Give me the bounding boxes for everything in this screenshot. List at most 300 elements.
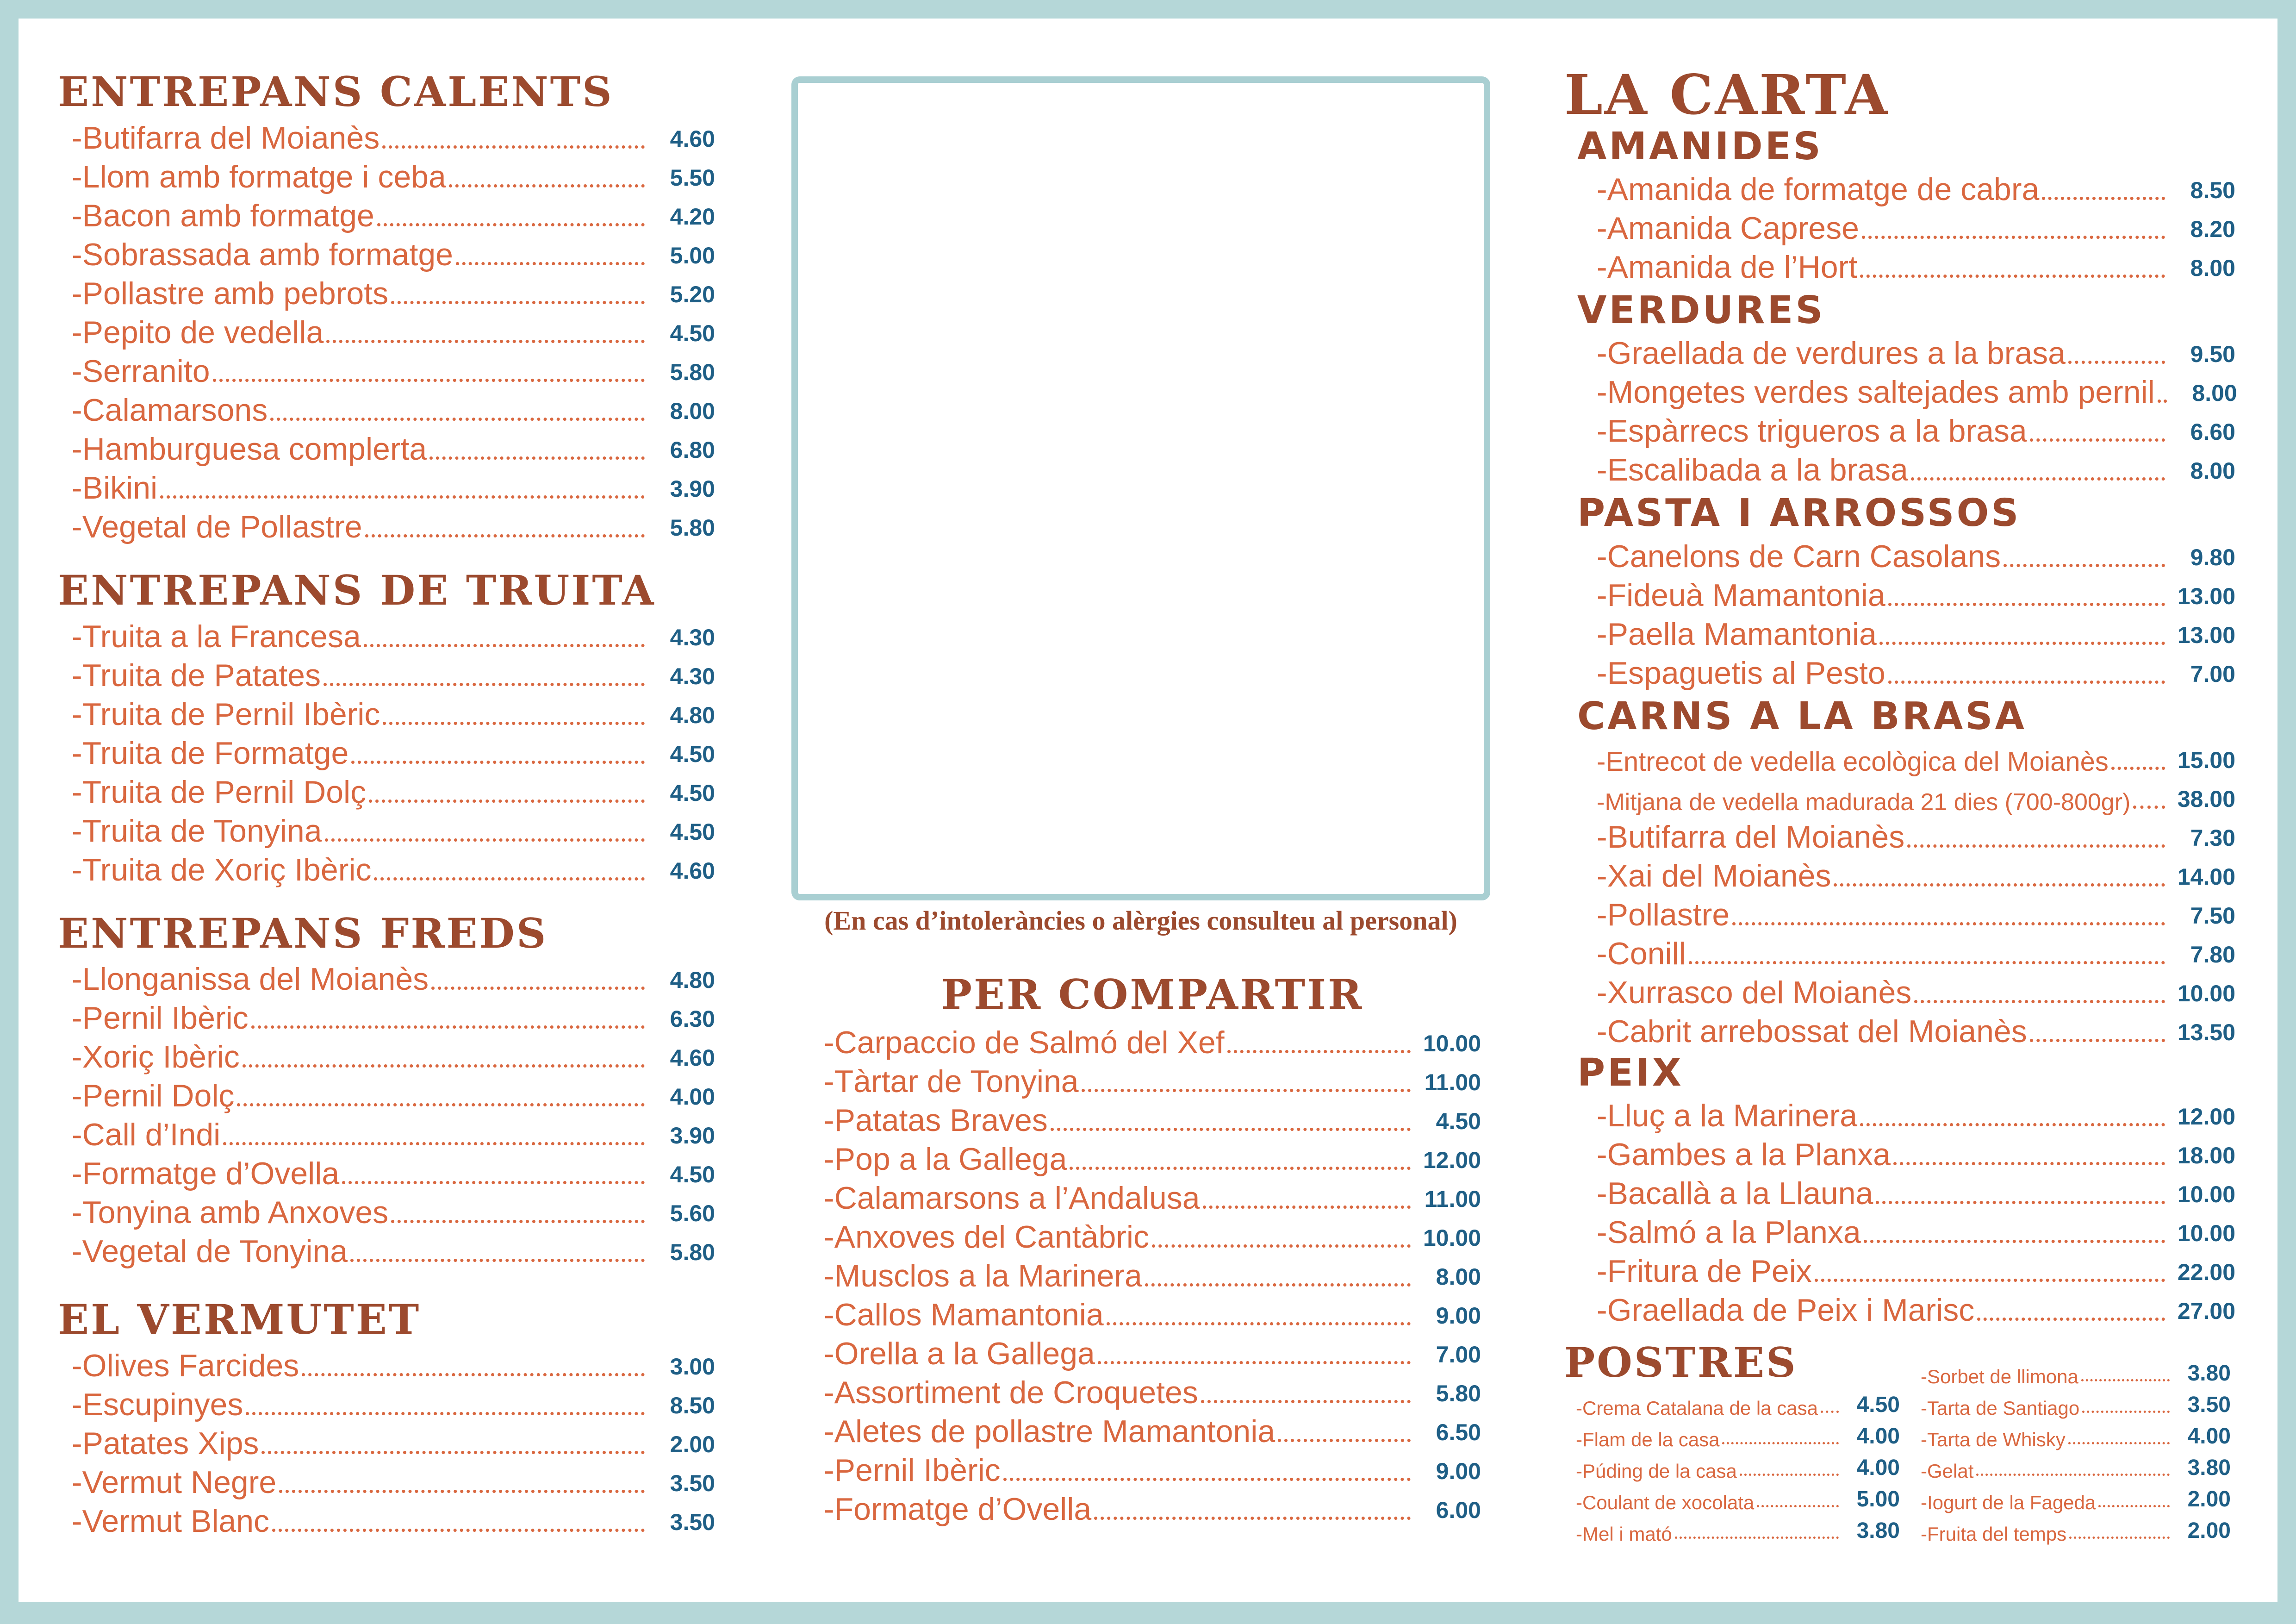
dot-leader xyxy=(2004,564,2165,567)
item-price: 2.00 xyxy=(2187,1487,2231,1512)
dot-leader xyxy=(364,644,645,647)
item-name: -Escalibada a la brasa xyxy=(1597,452,1908,488)
item-name: -Llonganissa del Moianès xyxy=(72,962,429,997)
item-price: 5.80 xyxy=(670,1239,715,1266)
dot-leader xyxy=(351,761,645,764)
item-price: 18.00 xyxy=(2177,1143,2235,1169)
dot-leader xyxy=(1864,1240,2165,1243)
dot-leader xyxy=(1722,1442,1839,1444)
item-price: 5.80 xyxy=(670,359,715,385)
item-name: -Bacon amb formatge xyxy=(72,198,374,233)
section-list-entrepans-calents xyxy=(58,117,715,545)
dot-leader xyxy=(1879,642,2165,645)
item-name: -Butifarra del Moianès xyxy=(1597,819,1905,855)
item-name: -Bikini xyxy=(72,470,158,506)
dot-leader xyxy=(302,1373,645,1376)
item-name: -Pernil Dolç xyxy=(72,1078,235,1114)
menu-item xyxy=(1597,652,2235,691)
item-price: 4.50 xyxy=(670,1162,715,1188)
item-price: 6.80 xyxy=(670,437,715,463)
dot-leader xyxy=(2082,1411,2170,1413)
section-title-peix: PEIX xyxy=(1577,1050,1684,1095)
dot-leader xyxy=(1860,275,2165,278)
dot-leader xyxy=(1821,1411,1839,1413)
item-name: -Xoriç Ibèric xyxy=(72,1039,240,1075)
item-price: 8.20 xyxy=(2190,216,2235,243)
item-price: 7.00 xyxy=(1436,1341,1481,1368)
item-price: 8.00 xyxy=(2192,380,2237,406)
item-price: 4.50 xyxy=(670,818,715,845)
item-price: 10.00 xyxy=(2177,980,2235,1006)
item-name: -Pernil Ibèric xyxy=(824,1452,1001,1488)
dot-leader xyxy=(1815,1279,2165,1282)
menu-item xyxy=(1597,1134,2235,1173)
menu-item xyxy=(1597,613,2235,652)
item-price: 13.50 xyxy=(2177,1019,2235,1045)
item-price: 5.50 xyxy=(670,164,715,191)
item-price: 9.80 xyxy=(2190,544,2235,570)
dot-leader xyxy=(2081,1379,2170,1381)
item-price: 3.00 xyxy=(670,1354,715,1380)
dot-leader xyxy=(1876,1201,2165,1204)
menu-item xyxy=(1576,1388,1900,1419)
item-name: -Tonyina amb Anxoves xyxy=(72,1195,389,1230)
menu-item xyxy=(72,467,715,506)
item-name: -Iogurt de la Fageda xyxy=(1921,1492,2096,1513)
item-name: -Graellada de Peix i Marisc xyxy=(1597,1293,1975,1328)
menu-item xyxy=(1921,1451,2231,1482)
item-name: -Crema Catalana de la casa xyxy=(1576,1397,1818,1419)
dot-leader xyxy=(1911,477,2165,481)
item-name: -Canelons de Carn Casolans xyxy=(1597,538,2001,574)
item-name: -Calamarsons xyxy=(72,392,268,428)
dot-leader xyxy=(325,838,645,842)
item-name: -Call d’Indi xyxy=(72,1117,221,1153)
item-price: 8.00 xyxy=(2190,255,2235,281)
dot-leader xyxy=(1862,236,2165,239)
menu-item xyxy=(72,273,715,312)
menu-item xyxy=(1597,972,2235,1011)
section-list-amanides xyxy=(1564,169,2235,285)
item-price: 38.00 xyxy=(2177,786,2235,812)
item-name: -Amanida de formatge de cabra xyxy=(1597,172,2040,207)
menu-item xyxy=(72,1500,715,1539)
item-price: 4.00 xyxy=(2187,1424,2231,1449)
menu-item xyxy=(72,997,715,1036)
item-price: 6.60 xyxy=(2190,419,2235,445)
item-price: 6.00 xyxy=(1436,1497,1481,1523)
dot-leader xyxy=(1203,1206,1411,1209)
dot-leader xyxy=(1094,1517,1411,1520)
menu-item xyxy=(72,655,715,693)
dot-leader xyxy=(382,145,645,149)
item-name: -Patates Xips xyxy=(72,1426,259,1462)
dot-leader xyxy=(237,1103,645,1106)
dot-leader xyxy=(1675,1537,1839,1539)
item-price: 7.80 xyxy=(2190,941,2235,968)
item-price: 8.00 xyxy=(670,398,715,424)
menu-item xyxy=(1576,1514,1900,1545)
menu-item xyxy=(72,389,715,428)
item-price: 14.00 xyxy=(2177,863,2235,890)
dot-leader xyxy=(1888,681,2165,684)
item-name: -Amanida Caprese xyxy=(1597,211,1859,246)
item-name: -Gambes a la Planxa xyxy=(1597,1137,1891,1173)
column-left xyxy=(58,69,715,1539)
menu-item xyxy=(1597,816,2235,855)
item-name: -Truita de Pernil Ibèric xyxy=(72,696,380,732)
dot-leader xyxy=(1976,1474,2170,1476)
dot-leader xyxy=(1740,1474,1839,1476)
section-title-amanides: AMANIDES xyxy=(1577,124,1823,169)
item-price: 4.50 xyxy=(670,780,715,806)
item-name: -Sorbet de llimona xyxy=(1921,1366,2078,1387)
dot-leader xyxy=(1893,1162,2165,1165)
item-price: 4.50 xyxy=(670,741,715,767)
item-price: 3.80 xyxy=(1856,1518,1900,1543)
section-title-pasta-i-arrossos: PASTA I ARROSSOS xyxy=(1577,491,2021,536)
dot-leader xyxy=(270,418,645,421)
menu-item xyxy=(1597,169,2235,207)
item-name: -Carpaccio de Salmó del Xef xyxy=(824,1024,1225,1060)
item-price: 2.00 xyxy=(2187,1518,2231,1543)
menu-item xyxy=(72,195,715,234)
menu-item xyxy=(1597,449,2235,488)
item-price: 4.50 xyxy=(670,320,715,346)
menu-item xyxy=(72,312,715,350)
item-price: 8.00 xyxy=(2190,458,2235,484)
item-price: 5.60 xyxy=(670,1200,715,1227)
menu-item xyxy=(1597,1212,2235,1250)
dot-leader xyxy=(1689,961,2165,964)
dot-leader xyxy=(272,1529,645,1532)
section-title-el-vermutet: EL VERMUTET xyxy=(58,1295,421,1344)
item-name: -Paella Mamantonia xyxy=(1597,616,1877,652)
dot-leader xyxy=(1152,1244,1411,1248)
item-name: -Mitjana de vedella madurada 21 dies (700-800gr) xyxy=(1597,788,2131,816)
item-price: 8.00 xyxy=(1436,1263,1481,1290)
item-price: 4.50 xyxy=(1856,1393,1900,1417)
item-price: 3.80 xyxy=(2187,1361,2231,1386)
item-price: 4.30 xyxy=(670,624,715,650)
dot-leader xyxy=(2069,1537,2170,1539)
menu-item xyxy=(72,117,715,156)
item-name: -Xurrasco del Moianès xyxy=(1597,974,1912,1010)
item-name: -Fruita del temps xyxy=(1921,1523,2067,1545)
item-name: -Llom amb formatge i ceba xyxy=(72,159,446,194)
item-name: -Truita de Pernil Dolç xyxy=(72,774,367,810)
menu-item xyxy=(824,1061,1481,1099)
menu-item xyxy=(72,771,715,810)
item-price: 4.80 xyxy=(670,967,715,993)
item-name: -Fritura de Peix xyxy=(1597,1254,1812,1289)
menu-item xyxy=(1597,536,2235,575)
item-name: -Bacallà a la Llauna xyxy=(1597,1176,1873,1212)
menu-item xyxy=(1597,1095,2235,1134)
menu-item xyxy=(1597,410,2235,449)
item-name: -Fideuà Mamantonia xyxy=(1597,577,1885,613)
dot-leader xyxy=(391,301,645,304)
dot-leader xyxy=(1834,883,2165,887)
item-name: -Pollastre amb pebrots xyxy=(72,275,389,311)
dot-leader xyxy=(213,379,645,382)
postres-list-left xyxy=(1576,1388,1900,1545)
dot-leader xyxy=(324,683,645,686)
section-title-entrepans-de-truita: ENTREPANS DE TRUITA xyxy=(58,566,656,614)
dot-leader xyxy=(377,223,645,226)
item-price: 4.00 xyxy=(1856,1455,1900,1480)
dot-leader xyxy=(251,1025,645,1029)
menu-item xyxy=(72,1462,715,1500)
menu-item xyxy=(1597,1250,2235,1289)
item-price: 10.00 xyxy=(2177,1220,2235,1247)
dot-leader xyxy=(1051,1128,1411,1131)
item-name: -Escupinyes xyxy=(72,1387,243,1423)
dot-leader xyxy=(2098,1505,2170,1507)
dot-leader xyxy=(431,987,645,990)
item-price: 10.00 xyxy=(2177,1181,2235,1208)
menu-item xyxy=(824,1216,1481,1255)
dot-leader xyxy=(1098,1361,1411,1364)
section-title-verdures: VERDURES xyxy=(1577,288,1825,333)
menu-item xyxy=(72,1036,715,1075)
menu-item xyxy=(824,1411,1481,1449)
menu-item xyxy=(1597,894,2235,933)
dot-leader xyxy=(449,184,645,187)
menu-item xyxy=(1597,207,2235,246)
dot-leader xyxy=(391,1220,645,1223)
dot-leader xyxy=(261,1451,645,1454)
item-price: 4.60 xyxy=(670,125,715,152)
menu-item xyxy=(824,1138,1481,1177)
item-name: -Tarta de Santiago xyxy=(1921,1397,2080,1419)
item-price: 9.50 xyxy=(2190,341,2235,368)
menu-item xyxy=(1921,1514,2231,1545)
menu-item xyxy=(824,1255,1481,1294)
menu-item xyxy=(1597,332,2235,371)
menu-item xyxy=(1597,1289,2235,1328)
dot-leader xyxy=(1082,1089,1411,1092)
menu-item xyxy=(1597,738,2235,777)
dot-leader xyxy=(1107,1322,1411,1325)
menu-item xyxy=(1921,1388,2231,1419)
item-name: -Lluç a la Marinera xyxy=(1597,1098,1858,1134)
dot-leader xyxy=(1201,1400,1411,1403)
item-name: -Pepito de vedella xyxy=(72,314,324,350)
column-right xyxy=(1564,62,2237,1328)
item-price: 5.00 xyxy=(670,242,715,269)
item-name: -Truita de Xoriç Ibèric xyxy=(72,852,372,887)
item-name: -Patatas Braves xyxy=(824,1102,1048,1138)
item-price: 9.00 xyxy=(1436,1302,1481,1329)
menu-item xyxy=(1597,777,2235,816)
item-price: 13.00 xyxy=(2177,583,2235,609)
section-title-carns-a-la-brasa: CARNS A LA BRASA xyxy=(1577,694,2027,738)
item-name: -Hamburguesa complerta xyxy=(72,431,427,467)
postres-list-right xyxy=(1921,1356,2231,1545)
menu-item xyxy=(824,1488,1481,1527)
dot-leader xyxy=(1977,1318,2165,1321)
menu-item xyxy=(72,1114,715,1153)
item-name: -Assortiment de Croquetes xyxy=(824,1374,1198,1410)
item-price: 4.80 xyxy=(670,702,715,728)
menu-item xyxy=(824,1177,1481,1216)
item-price: 2.00 xyxy=(670,1431,715,1458)
item-price: 27.00 xyxy=(2177,1298,2235,1324)
item-name: -Espaguetis al Pesto xyxy=(1597,655,1885,691)
item-price: 4.60 xyxy=(670,857,715,884)
dot-leader xyxy=(1732,922,2165,925)
item-name: -Calamarsons a l’Andalusa xyxy=(824,1180,1200,1216)
item-price: 5.80 xyxy=(1436,1380,1481,1406)
section-list-peix xyxy=(1564,1095,2235,1328)
column-middle xyxy=(824,972,1481,1527)
item-name: -Serranito xyxy=(72,353,210,389)
dot-leader xyxy=(1227,1050,1411,1053)
menu-item xyxy=(824,1294,1481,1333)
item-name: -Tarta de Whisky xyxy=(1921,1429,2066,1450)
item-price: 4.30 xyxy=(670,663,715,689)
menu-item xyxy=(1576,1482,1900,1514)
menu-item xyxy=(72,810,715,849)
menu-item xyxy=(1597,1173,2235,1212)
menu-item xyxy=(1597,1011,2235,1049)
menu-item xyxy=(1597,371,2235,410)
section-title-entrepans-calents: ENTREPANS CALENTS xyxy=(58,68,614,116)
item-price: 11.00 xyxy=(1424,1186,1481,1212)
menu-item xyxy=(824,1099,1481,1138)
dot-leader xyxy=(1907,844,2165,848)
item-name: -Callos Mamantonia xyxy=(824,1297,1104,1332)
section-list-entrepans-freds xyxy=(58,958,715,1269)
item-price: 10.00 xyxy=(1423,1030,1481,1056)
dot-leader xyxy=(2042,197,2165,200)
dot-leader xyxy=(279,1490,645,1493)
item-name: -Mel i mató xyxy=(1576,1523,1672,1545)
item-price: 4.20 xyxy=(670,203,715,230)
item-price: 7.00 xyxy=(2190,661,2235,687)
menu-item xyxy=(72,1153,715,1192)
dot-leader xyxy=(1757,1505,1839,1507)
dot-leader xyxy=(1914,1000,2165,1003)
dot-leader xyxy=(2030,438,2165,442)
item-name: -Tàrtar de Tonyina xyxy=(824,1063,1079,1099)
item-price: 5.20 xyxy=(670,281,715,307)
item-price: 3.90 xyxy=(670,475,715,502)
item-name: -Púding de la casa xyxy=(1576,1460,1737,1482)
item-name: -Mongetes verdes saltejades amb pernil xyxy=(1597,375,2155,410)
item-price: 11.00 xyxy=(1424,1069,1481,1095)
item-price: 8.50 xyxy=(2190,177,2235,204)
item-price: 13.00 xyxy=(2177,622,2235,648)
item-price: 12.00 xyxy=(1423,1147,1481,1173)
dot-leader xyxy=(160,495,645,499)
menu-item xyxy=(72,1075,715,1114)
dot-leader xyxy=(374,877,645,881)
dot-leader xyxy=(2068,1442,2170,1444)
dot-leader xyxy=(2111,767,2165,770)
item-price: 7.30 xyxy=(2190,824,2235,851)
item-name: -Aletes de pollastre Mamantonia xyxy=(824,1413,1276,1449)
item-price: 22.00 xyxy=(2177,1259,2235,1286)
item-name: -Cabrit arrebossat del Moianès xyxy=(1597,1013,2027,1049)
menu-title: LA CARTA xyxy=(1564,62,1889,127)
item-name: -Coulant de xocolata xyxy=(1576,1492,1755,1513)
item-name: -Vegetal de Tonyina xyxy=(72,1234,348,1269)
menu-item xyxy=(824,1449,1481,1488)
menu-item xyxy=(1597,933,2235,972)
dot-leader xyxy=(223,1142,645,1145)
dot-leader xyxy=(2068,361,2165,364)
item-name: -Graellada de verdures a la brasa xyxy=(1597,336,2066,371)
item-name: -Orella a la Gallega xyxy=(824,1336,1095,1371)
allergy-note: (En cas d’intoleràncies o alèrgies consulteu al personal) xyxy=(824,906,1457,936)
menu-item xyxy=(1597,246,2235,285)
menu-item xyxy=(72,350,715,389)
item-name: -Olives Farcides xyxy=(72,1348,299,1384)
item-name: -Truita de Patates xyxy=(72,657,321,693)
item-price: 4.00 xyxy=(670,1084,715,1110)
menu-item xyxy=(1921,1482,2231,1514)
menu-item xyxy=(1597,855,2235,894)
section-list-el-vermutet xyxy=(58,1345,715,1539)
item-price: 4.00 xyxy=(1856,1424,1900,1449)
menu-item xyxy=(72,693,715,732)
item-price: 6.50 xyxy=(1436,1419,1481,1445)
menu-item xyxy=(72,428,715,467)
menu-item xyxy=(824,1333,1481,1372)
menu-item xyxy=(72,732,715,771)
menu-item xyxy=(72,1192,715,1230)
item-name: -Conill xyxy=(1597,936,1686,971)
menu-item xyxy=(1921,1419,2231,1451)
dot-leader xyxy=(2133,806,2165,809)
dot-leader xyxy=(342,1181,645,1184)
item-name: -Pernil Ibèric xyxy=(72,1000,249,1036)
dot-leader xyxy=(365,534,645,537)
menu-item xyxy=(824,1022,1481,1061)
item-name: -Amanida de l’Hort xyxy=(1597,250,1858,285)
menu-item xyxy=(72,849,715,888)
menu-item xyxy=(72,616,715,655)
section-title-entrepans-freds: ENTREPANS FREDS xyxy=(58,909,548,957)
menu-item xyxy=(824,1372,1481,1411)
section-list-pasta-i-arrossos xyxy=(1564,536,2235,691)
menu-item xyxy=(1597,575,2235,613)
menu-item xyxy=(72,1423,715,1462)
dot-leader xyxy=(383,722,645,725)
menu-item xyxy=(72,1384,715,1423)
dot-leader xyxy=(350,1259,645,1262)
item-name: -Musclos a la Marinera xyxy=(824,1258,1142,1293)
item-price: 3.90 xyxy=(670,1123,715,1149)
section-title-per-compartir: PER COMPARTIR xyxy=(941,970,1364,1018)
item-name: -Truita a la Francesa xyxy=(72,618,361,654)
section-list-carns-a-la-brasa xyxy=(1564,738,2235,1049)
menu-item xyxy=(72,958,715,997)
item-price: 15.00 xyxy=(2177,747,2235,773)
section-list-per-compartir xyxy=(824,1022,1481,1527)
dot-leader xyxy=(1888,603,2165,606)
dot-leader xyxy=(1003,1478,1411,1481)
item-price: 7.50 xyxy=(2190,902,2235,929)
item-name: -Salmó a la Planxa xyxy=(1597,1215,1861,1250)
item-price: 3.50 xyxy=(670,1470,715,1497)
dot-leader xyxy=(1278,1439,1411,1442)
item-price: 5.00 xyxy=(1856,1487,1900,1512)
item-name: -Flam de la casa xyxy=(1576,1429,1720,1450)
menu-item xyxy=(72,1345,715,1384)
